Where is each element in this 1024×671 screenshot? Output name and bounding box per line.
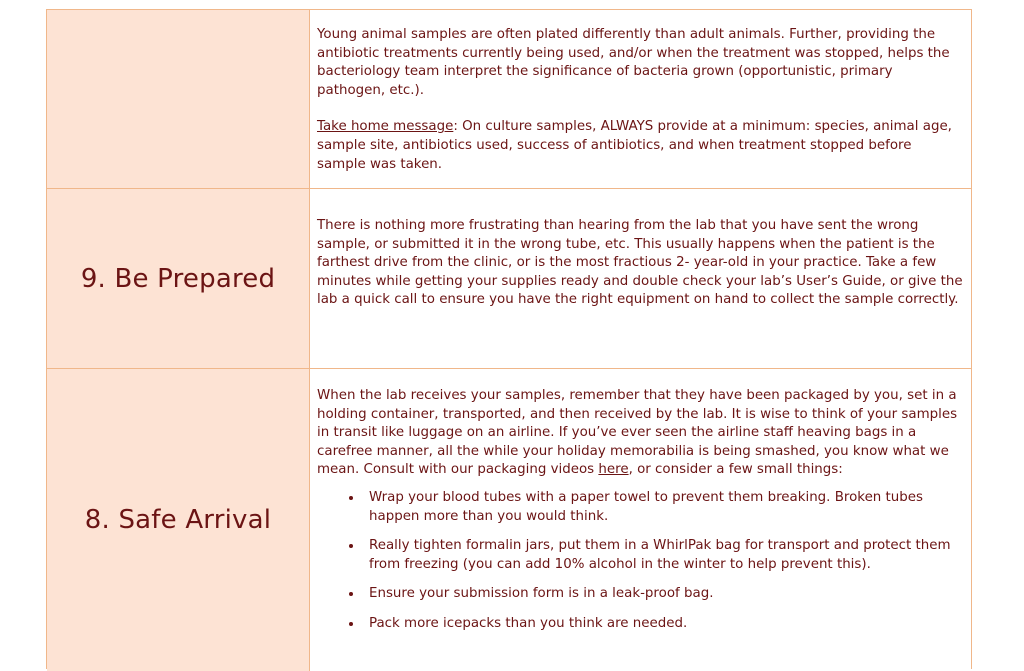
tips-list: [317, 488, 963, 634]
table-row: [47, 189, 971, 369]
paragraph-text: , or consider a few small things:: [628, 462, 843, 478]
row-content-cell: [310, 189, 971, 368]
row-heading: 8. Safe Arrival: [84, 505, 272, 535]
row-heading-cell: [47, 189, 310, 368]
table-row: [47, 369, 971, 671]
packaging-videos-link[interactable]: here: [598, 462, 629, 478]
body-paragraph: There is nothing more frustrating than hearing from the lab that you have sent the wrong sample, or submitted it in the wrong tube, etc. This usually happens when the patient is the farthest drive from the clinic, or is the most fractious 2- year-old in your practice. Take a few minutes while getting your supplies ready and double check your lab’s User’s Guide, or give the lab a quick call to ensure you have the right equipment on hand to collect the sample correctly.: [317, 218, 963, 308]
table-row: [47, 10, 971, 189]
list-item: • Really tighten formalin jars, put them in a WhirlPak bag for transport and protect them from freezing (you can add 10% alcohol in the winter to help prevent this).: [363, 536, 963, 574]
row-content-cell: [310, 369, 971, 671]
take-home-label: Take home message: [317, 119, 454, 135]
list-item: • Wrap your blood tubes with a paper towel to prevent them breaking. Broken tubes happen more than you would think.: [363, 488, 963, 526]
list-item: • Ensure your submission form is in a leak-proof bag.: [363, 584, 963, 604]
list-item: • Pack more icepacks than you think are needed.: [363, 614, 963, 634]
body-paragraph: Young animal samples are often plated differently than adult animals. Further, providing the antibiotic treatments currently being used, and/or when the treatment was stopped, helps the bacteriology team interpret the significance of bacteria grown (opportunistic, primary pathogen, etc.).: [317, 27, 950, 98]
body-paragraph: [317, 387, 963, 480]
paragraph-text: When the lab receives your samples, remember that they have been packaged by you, set in a holding container, transported, and then received by the lab. It is wise to think of your samples in transit like luggage on an airline. If you’ve ever seen the airline staff heaving bags in a carefree manner, all the while your holiday memorabilia is being smashed, you know what we mean. Consult with our packaging videos: [317, 388, 958, 478]
tips-table: [46, 9, 972, 669]
row-content-cell: [310, 10, 971, 188]
take-home-text: : On culture samples, ALWAYS provide at a minimum: species, animal age, sample site, antibiotics used, success of antibiotics, and when treatment stopped before sample was taken.: [317, 119, 952, 172]
take-home-paragraph: [317, 118, 963, 174]
row-heading-cell: [47, 369, 310, 671]
row-heading: 9. Be Prepared: [80, 263, 276, 294]
row-heading-cell: [47, 10, 310, 188]
